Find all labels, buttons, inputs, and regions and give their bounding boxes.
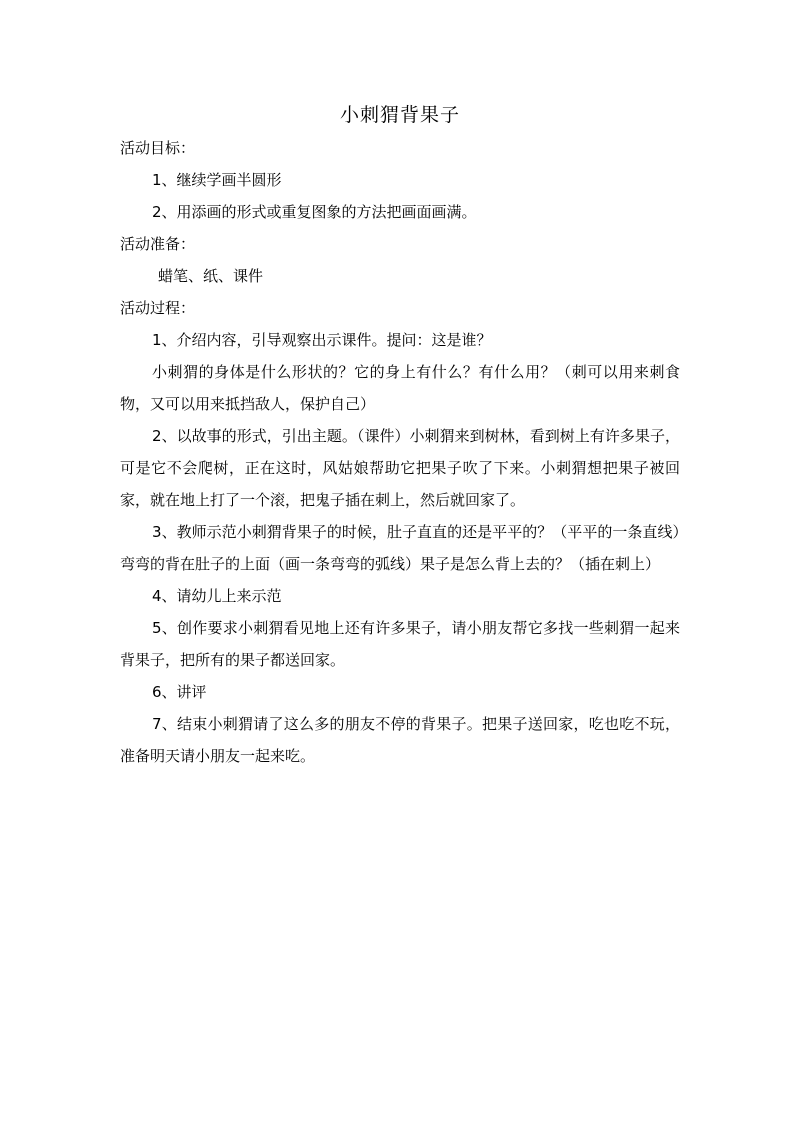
goal-item-2: 2、用添画的形式或重复图象的方法把画面画满。 xyxy=(152,203,477,221)
process-step-4: 4、请幼儿上来示范 xyxy=(152,587,282,605)
section-heading-goals: 活动目标： xyxy=(120,139,196,157)
process-step-3: 3、教师示范小刺猬背果子的时候，肚子直直的还是平平的？（平平的一条直线）弯弯的背在肚子的上面（画一条弯弯的弧线）果子是怎么背上去的？（插在刺上） xyxy=(120,523,680,573)
process-step-1-detail: 小刺猬的身体是什么形状的？它的身上有什么？有什么用？（刺可以用来刺食物，又可以用来抵挡敌人，保护自己） xyxy=(120,363,680,413)
section-heading-preparation: 活动准备： xyxy=(120,235,196,253)
document-body xyxy=(120,102,680,772)
process-step-5: 5、创作要求小刺猬看见地上还有许多果子，请小朋友帮它多找一些刺猬一起来背果子，把所有的果子都送回家。 xyxy=(120,619,680,669)
section-heading-process: 活动过程： xyxy=(120,299,196,317)
process-step-2: 2、以故事的形式，引出主题。（课件）小刺猬来到树林，看到树上有许多果子，可是它不会爬树，正在这时，风姑娘帮助它把果子吹了下来。小刺猬想把果子被回家，就在地上打了一个滚，把鬼子插在刺上，然后就回家了。 xyxy=(120,427,680,509)
process-step-7: 7、结束小刺猬请了这么多的朋友不停的背果子。把果子送回家，吃也吃不玩，准备明天请小朋友一起来吃。 xyxy=(120,715,680,765)
goal-item-1: 1、继续学画半圆形 xyxy=(152,171,282,189)
preparation-materials: 蜡笔、纸、课件 xyxy=(158,267,264,285)
document-title: 小刺猬背果子 xyxy=(339,104,460,126)
process-step-6: 6、讲评 xyxy=(152,683,207,701)
process-step-1: 1、介绍内容，引导观察出示课件。提问：这是谁？ xyxy=(152,331,492,349)
